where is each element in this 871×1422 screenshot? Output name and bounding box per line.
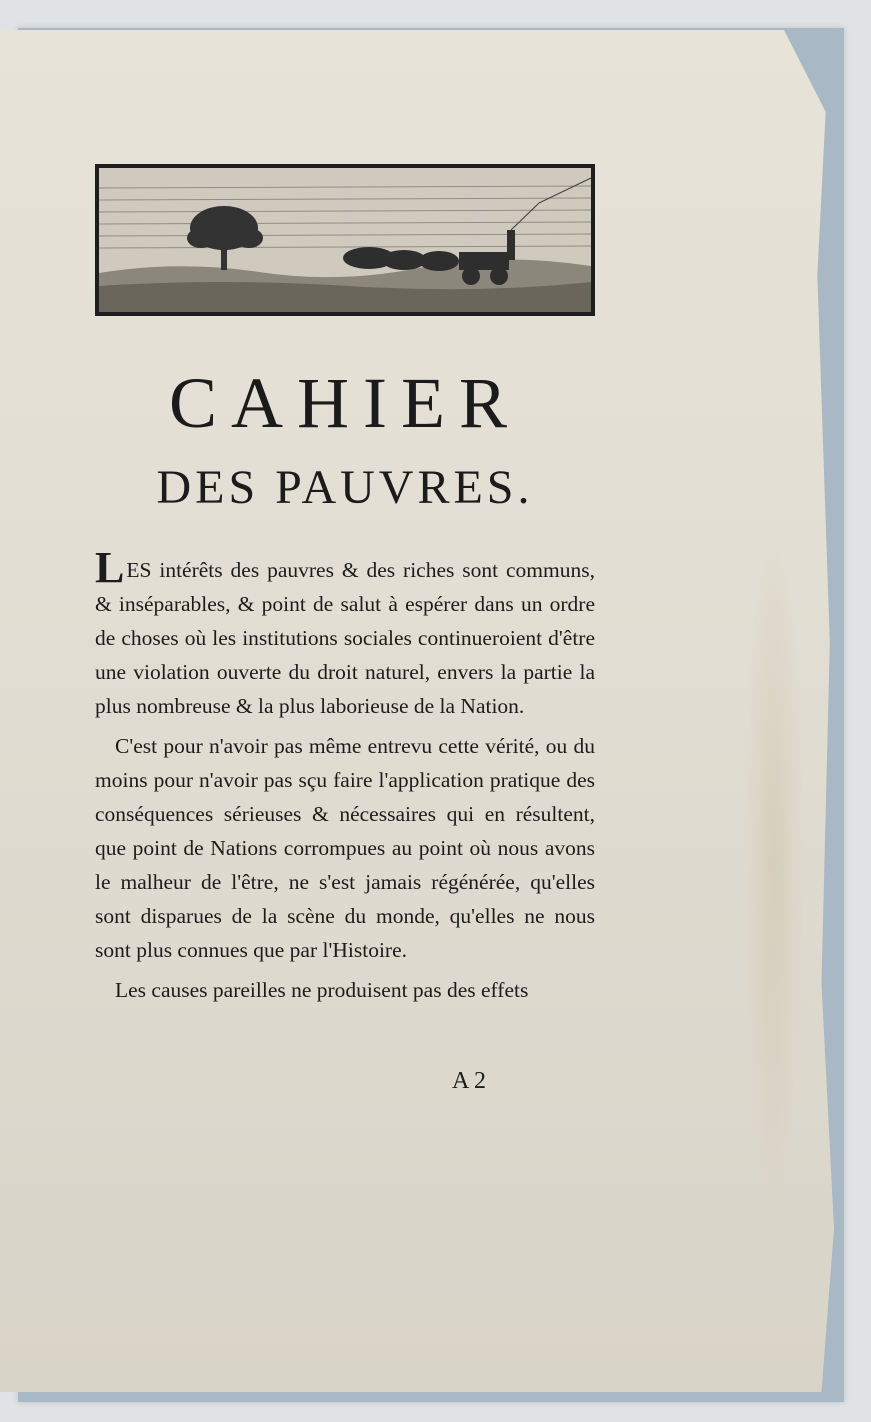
page-stain — [744, 510, 804, 1210]
signature-mark: A 2 — [452, 1068, 487, 1094]
paragraph-1 — [95, 543, 595, 723]
title-line-2: DES PAUVRES. — [156, 461, 534, 514]
woodcut-engraving — [99, 168, 591, 312]
title-line-1: CAHIER — [169, 363, 521, 443]
paragraph-2: C'est pour n'avoir pas même entrevu cette vérité, ou du moins pour n'avoir pas sçu faire l'application pratique des conséquences sérieuses & nécessaires qui en résultent, que point de Nations corrompues au point où nous avons le malheur de l'être, ne s'est jamais régénérée, qu'elles sont disparues de la scène du monde, qu'elles ne nous sont plus connues que par l'Histoire. — [95, 734, 595, 962]
paragraph-1-text: ES intérêts des pauvres & des riches sont communs, & inséparables, & point de salut à espérer dans un ordre de choses où les institutions sociales continueroient d'être une violation ouverte du droit naturel, envers la partie la plus nombreuse & la plus laborieuse de la Nation. — [95, 558, 595, 718]
drop-cap: L — [95, 543, 125, 592]
paragraph-3: Les causes pareilles ne produisent pas des effets — [115, 978, 529, 1002]
body-text — [95, 543, 595, 1013]
woodcut-vignette — [95, 164, 595, 316]
